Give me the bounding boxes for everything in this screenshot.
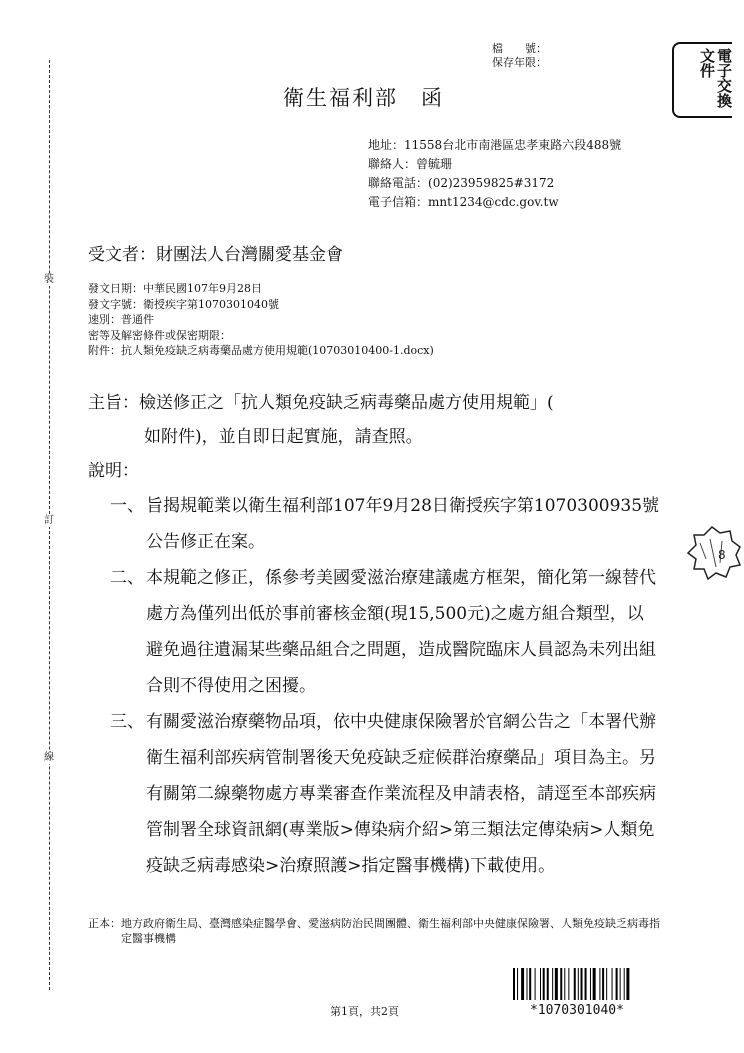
file-number-label: 檔 號： — [492, 42, 547, 55]
retention-label: 保存年限： — [492, 56, 547, 69]
subject — [88, 386, 668, 454]
sender-info — [368, 136, 668, 212]
contact-value: 曾毓珊 — [416, 157, 453, 171]
item-text: 有關愛滋治療藥物品項，依中央健康保險署於官網公告之「本署代辦衛生福利部疾病管制署後天免疫缺乏症候群治療藥品」項目為主。另有關第二線藥物處方專業審查作業流程及申請表格，請逕至本部疾病管制署全球資訊網(專業版>傳染病介紹>第三類法定傳染病>人類免疫缺乏病毒感染>治療照護>指定醫事機構)下載使用。 — [146, 712, 656, 876]
item-number: 三、 — [110, 712, 144, 732]
carbon-copy — [88, 916, 668, 946]
email-row — [368, 193, 668, 212]
item-text: 旨揭規範業以衛生福利部107年9月28日衛授疾字第1070300935號公告修正在案。 — [146, 496, 660, 552]
address-row — [368, 136, 668, 155]
delivery-speed: 速別：普通件 — [88, 313, 154, 326]
contact-row — [368, 155, 668, 174]
subject-line-2: 如附件)，並自即日起實施，請查照。 — [144, 427, 423, 447]
subject-line-1: 主旨：檢送修正之「抗人類免疫缺乏病毒藥品處方使用規範」( — [88, 393, 554, 413]
document-meta — [88, 281, 434, 359]
explanation-heading: 說明： — [88, 461, 139, 481]
explanation-item — [110, 488, 660, 560]
binding-mark-ding: 訂 — [40, 515, 58, 527]
barcode-text: *1070301040* — [530, 1003, 624, 1018]
phone-value: (02)23959825#3172 — [428, 176, 555, 190]
item-number: 二、 — [110, 568, 144, 588]
phone-label: 聯絡電話： — [368, 176, 429, 190]
page-number: 第1頁，共2頁 — [330, 1005, 399, 1018]
attachment: 附件：抗人類免疫缺乏病毒藥品處方使用規範(10703010400-1.docx) — [88, 344, 434, 357]
issue-date: 發文日期：中華民國107年9月28日 — [88, 282, 262, 295]
explanation-item — [110, 704, 660, 884]
cc-label: 正本： — [88, 917, 121, 930]
seal-digit: 8 — [718, 548, 726, 562]
document-title: 衛生福利部 函 — [283, 86, 444, 110]
binding-mark-zhuang: 裝 — [40, 274, 58, 286]
explanation-items — [110, 488, 660, 884]
electronic-exchange-stamp: 電子交換文件 — [672, 42, 732, 118]
contact-label: 聯絡人： — [368, 157, 417, 171]
secrecy-level: 密等及解密條件或保密期限： — [88, 328, 231, 342]
barcode-icon — [511, 968, 666, 1000]
document-number: 發文字號：衛授疾字第1070301040號 — [88, 297, 279, 311]
binding-mark-xian: 線 — [40, 752, 58, 764]
item-text: 本規範之修正，係參考美國愛滋治療建議處方框架，簡化第一線替代處方為僅列出低於事前審核金額(現15,500元)之處方組合類型，以避免過往遺漏某些藥品組合之問題，造成醫院臨床人員認為未列出組合則不得使用之困擾。 — [146, 568, 656, 696]
phone-row — [368, 174, 668, 193]
recipient: 受文者：財團法人台灣關愛基金會 — [88, 245, 343, 265]
address-label: 地址： — [368, 138, 405, 152]
page-seal-icon — [682, 523, 742, 583]
email-value: mnt1234@cdc.gov.tw — [428, 195, 559, 209]
archive-info — [492, 42, 612, 70]
address-value: 11558台北市南港區忠孝東路六段488號 — [404, 138, 622, 152]
item-number: 一、 — [110, 496, 144, 516]
cc-text: 地方政府衛生局、臺灣感染症醫學會、愛滋病防治民間團體、衛生福利部中央健康保險署、人類免疫缺乏病毒指定醫事機構 — [121, 917, 660, 945]
explanation-item — [110, 560, 660, 704]
email-label: 電子信箱： — [368, 195, 429, 209]
